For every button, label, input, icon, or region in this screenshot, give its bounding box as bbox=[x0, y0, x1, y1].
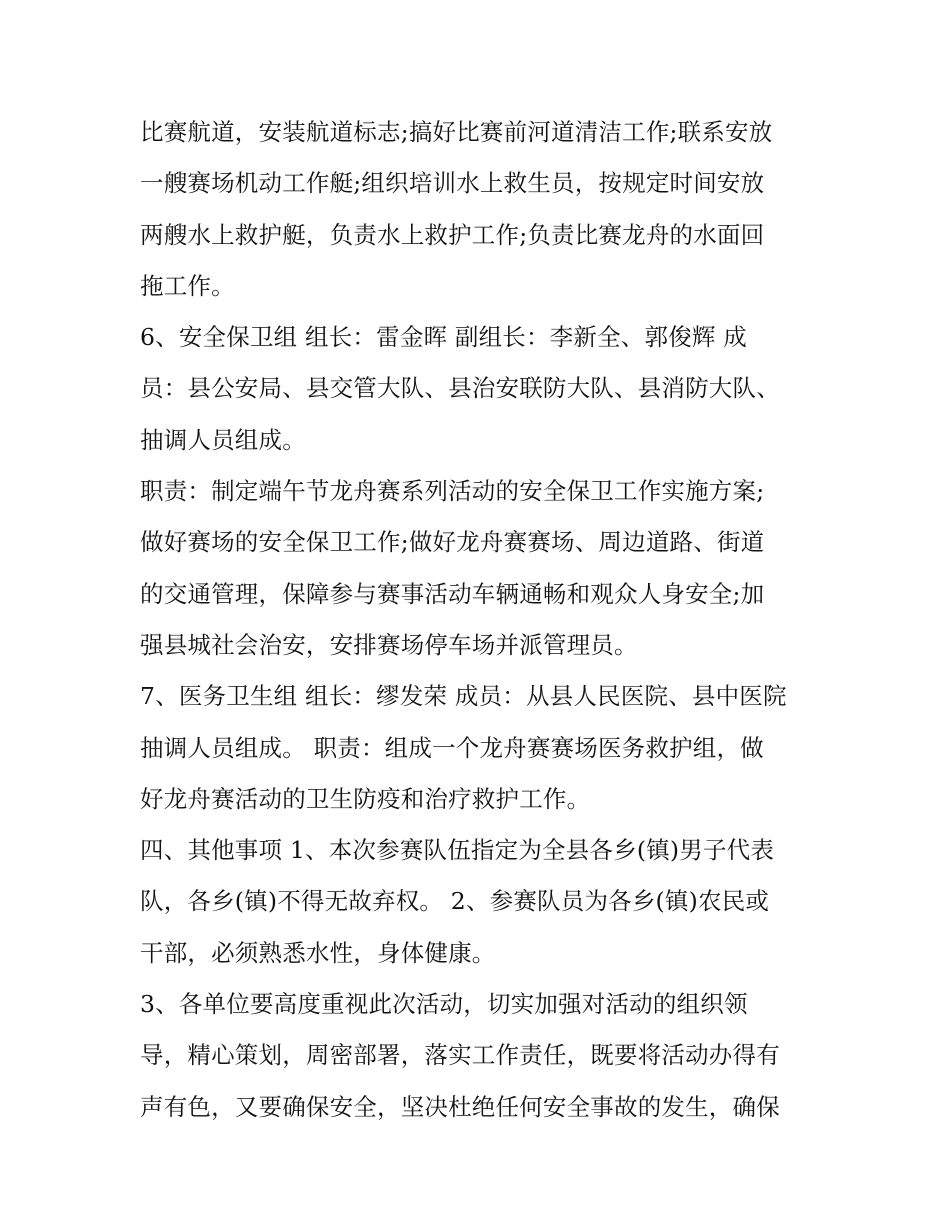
text-line: 比赛航道，安装航道标志;搞好比赛前河道清洁工作;联系安放 bbox=[140, 118, 773, 146]
text-line: 职责：制定端午节龙舟赛系列活动的安全保卫工作实施方案; bbox=[140, 477, 765, 506]
document-body bbox=[140, 107, 830, 1133]
text-line: 强县城社会治安，安排赛场停车场并派管理员。 bbox=[140, 630, 638, 659]
text-line: 7、医务卫生组 组长：缪发荣 成员：从县人民医院、县中医院 bbox=[140, 682, 787, 711]
text-line: 员：县公安局、县交管大队、县治安联防大队、县消防大队、 bbox=[140, 374, 780, 403]
text-line: 拖工作。 bbox=[140, 271, 235, 300]
text-line: 队，各乡(镇)不得无故弃权。 2、参赛队员为各乡(镇)农民或 bbox=[140, 887, 770, 916]
text-line: 干部，必须熟悉水性，身体健康。 bbox=[140, 938, 496, 967]
text-line: 3、各单位要高度重视此次活动，切实加强对活动的组织领 bbox=[140, 990, 748, 1019]
text-line: 抽调人员组成。 职责：组成一个龙舟赛赛场医务救护组，做 bbox=[140, 733, 764, 762]
text-line: 声有色，又要确保安全，坚决杜绝任何安全事故的发生，确保 bbox=[140, 1092, 780, 1121]
text-line: 的交通管理，保障参与赛事活动车辆通畅和观众人身安全;加 bbox=[140, 579, 765, 608]
text-line: 好龙舟赛活动的卫生防疫和治疗救护工作。 bbox=[140, 784, 591, 813]
text-line: 两艘水上救护艇，负责水上救护工作;负责比赛龙舟的水面回 bbox=[140, 220, 765, 249]
text-line: 导，精心策划，周密部署，落实工作责任，既要将活动办得有 bbox=[140, 1041, 780, 1070]
text-line: 四、其他事项 1、本次参赛队伍指定为全县各乡(镇)男子代表 bbox=[140, 836, 775, 865]
text-line: 抽调人员组成。 bbox=[140, 425, 306, 454]
text-line: 做好赛场的安全保卫工作;做好龙舟赛赛场、周边道路、街道 bbox=[140, 528, 765, 557]
text-line: 一艘赛场机动工作艇;组织培训水上救生员，按规定时间安放 bbox=[140, 169, 765, 198]
text-line: 6、安全保卫组 组长：雷金晖 副组长：李新全、郭俊辉 成 bbox=[140, 323, 747, 352]
